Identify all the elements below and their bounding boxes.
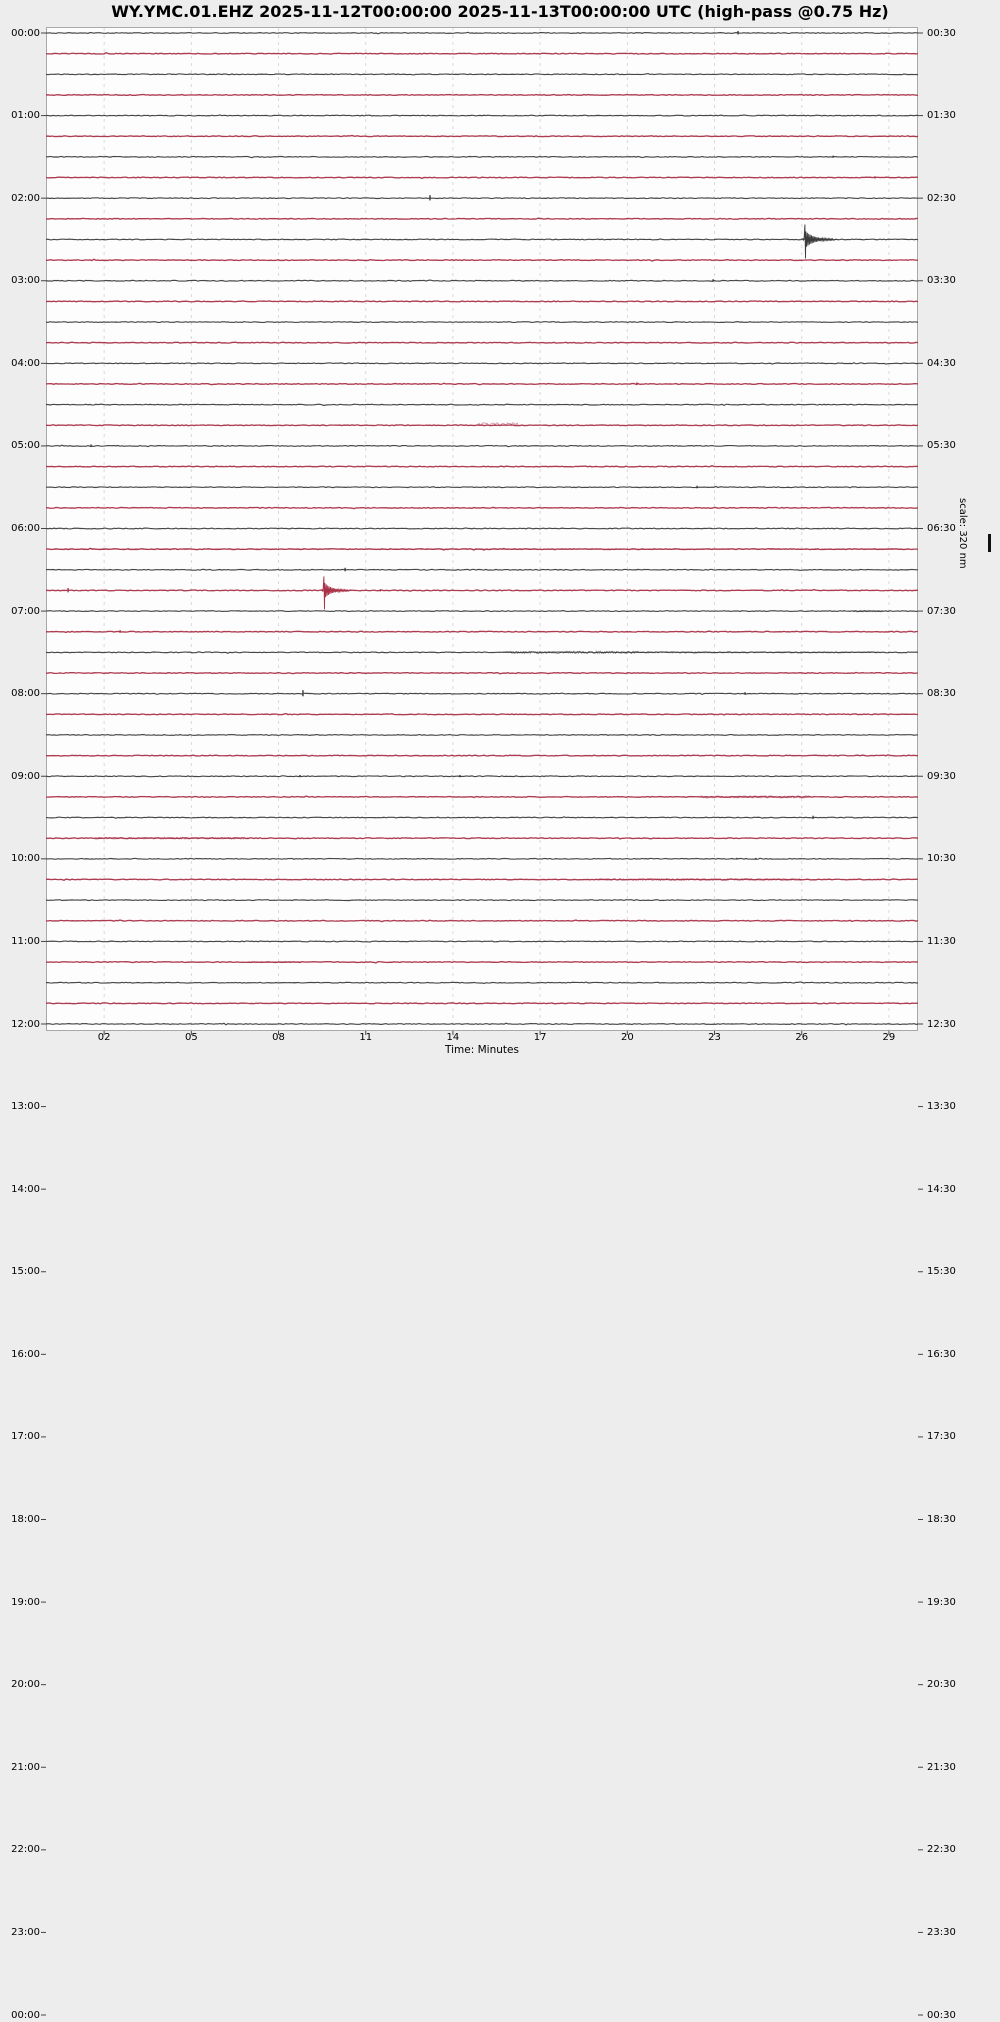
trace-row xyxy=(46,569,918,570)
trace-row xyxy=(46,858,918,859)
scale-label: scale: 320 nm xyxy=(957,498,968,569)
row-end-time-label: 13:30 xyxy=(927,1101,956,1113)
row-end-time-label: 19:30 xyxy=(927,1596,956,1608)
trace-row xyxy=(46,156,918,157)
row-end-time-label: 14:30 xyxy=(927,1183,956,1195)
trace-row xyxy=(46,218,918,219)
trace-row xyxy=(46,1023,918,1025)
trace-row xyxy=(46,177,918,178)
trace-row xyxy=(46,590,918,592)
row-end-time-label: 11:30 xyxy=(927,935,956,947)
row-start-time-label: 17:00 xyxy=(11,1431,40,1443)
row-start-time-label: 13:00 xyxy=(11,1101,40,1113)
row-end-time-label: 06:30 xyxy=(927,523,956,534)
x-tick-label: 11 xyxy=(359,1032,373,1043)
x-tick-label: 08 xyxy=(272,1032,285,1043)
trace-row xyxy=(46,693,918,694)
row-start-time-label: 20:00 xyxy=(11,1679,40,1691)
trace-row xyxy=(46,425,918,426)
row-end-time-label: 18:30 xyxy=(927,1514,956,1525)
row-end-time-label: 00:30 xyxy=(927,2009,956,2021)
row-end-time-label: 10:30 xyxy=(927,853,956,865)
trace-row xyxy=(46,322,918,323)
row-end-time-label: 07:30 xyxy=(927,605,956,617)
event-quake xyxy=(321,576,351,609)
row-end-time-label: 01:30 xyxy=(927,110,956,122)
trace-row xyxy=(46,32,918,33)
trace-row xyxy=(46,817,918,818)
chart-title: WY.YMC.01.EHZ 2025-11-12T00:00:00 2025-11-13T00:00:00 UTC (high-pass @0.75 Hz) xyxy=(111,2,889,21)
row-start-time-label: 05:00 xyxy=(11,440,40,452)
row-start-time-label: 11:00 xyxy=(11,935,40,947)
trace-row xyxy=(46,672,918,673)
x-tick-label: 26 xyxy=(795,1032,809,1043)
row-start-time-label: 02:00 xyxy=(11,192,40,204)
x-axis-title: Time: Minutes xyxy=(445,1044,519,1056)
trace-row xyxy=(46,404,918,405)
row-start-time-label: 16:00 xyxy=(11,1348,40,1360)
row-start-time-label: 12:00 xyxy=(11,1018,40,1030)
trace-row xyxy=(46,259,918,261)
x-tick-label: 20 xyxy=(620,1032,634,1043)
row-end-time-label: 08:30 xyxy=(927,688,956,700)
row-start-time-label: 07:00 xyxy=(11,605,40,617)
trace-row xyxy=(46,1003,918,1004)
row-end-time-label: 23:30 xyxy=(927,1926,956,1938)
trace-row xyxy=(46,74,918,75)
row-end-time-label: 03:30 xyxy=(927,275,956,287)
row-end-time-label: 15:30 xyxy=(927,1266,956,1278)
row-end-time-label: 20:30 xyxy=(927,1679,956,1691)
event-tremor xyxy=(505,651,638,653)
row-end-time-label: 04:30 xyxy=(927,357,956,369)
row-start-time-label: 18:00 xyxy=(11,1514,40,1525)
row-start-time-label: 04:00 xyxy=(11,357,40,369)
row-start-time-label: 10:00 xyxy=(11,853,40,865)
trace-row xyxy=(46,135,918,136)
row-end-time-label: 09:30 xyxy=(927,770,956,782)
trace-row xyxy=(46,528,918,529)
row-end-time-label: 22:30 xyxy=(927,1844,956,1856)
trace-row xyxy=(46,280,918,281)
trace-row xyxy=(46,198,918,199)
row-start-time-label: 14:00 xyxy=(11,1183,40,1195)
x-tick-label: 05 xyxy=(184,1032,198,1043)
trace-row xyxy=(46,115,918,116)
row-start-time-label: 00:00 xyxy=(11,27,40,39)
trace-row xyxy=(46,714,918,715)
row-end-time-label: 21:30 xyxy=(927,1761,956,1773)
trace-row xyxy=(46,941,918,942)
row-end-time-label: 16:30 xyxy=(927,1348,956,1360)
row-start-time-label: 08:00 xyxy=(11,688,40,700)
trace-row xyxy=(46,95,918,96)
trace-row xyxy=(46,466,918,467)
row-start-time-label: 19:00 xyxy=(11,1596,40,1608)
row-start-time-label: 23:00 xyxy=(11,1926,40,1938)
trace-row xyxy=(46,53,918,54)
trace-row xyxy=(46,920,918,922)
trace-row xyxy=(46,611,918,612)
trace-row xyxy=(46,982,918,984)
trace-row xyxy=(46,445,918,446)
row-start-time-label: 01:00 xyxy=(11,110,40,122)
trace-row xyxy=(46,735,918,736)
row-end-time-label: 02:30 xyxy=(927,192,956,204)
x-tick-label: 17 xyxy=(533,1032,547,1043)
row-start-time-label: 03:00 xyxy=(11,275,40,287)
scale-bar xyxy=(988,534,991,552)
trace-row xyxy=(46,776,918,777)
trace-row xyxy=(46,486,918,487)
x-tick-label: 02 xyxy=(97,1032,111,1043)
row-start-time-label: 00:00 xyxy=(11,2009,40,2021)
row-start-time-label: 09:00 xyxy=(11,770,40,782)
row-end-time-label: 17:30 xyxy=(927,1431,956,1443)
trace-row xyxy=(46,900,918,901)
row-start-time-label: 15:00 xyxy=(11,1266,40,1278)
trace-row xyxy=(46,631,918,632)
x-tick-label: 29 xyxy=(882,1032,896,1043)
trace-row xyxy=(46,383,918,385)
trace-row xyxy=(46,239,918,240)
trace-row xyxy=(46,962,918,963)
x-tick-label: 14 xyxy=(446,1032,460,1043)
row-start-time-label: 21:00 xyxy=(11,1761,40,1773)
trace-row xyxy=(46,755,918,756)
trace-row xyxy=(46,363,918,364)
row-start-time-label: 22:00 xyxy=(11,1844,40,1856)
trace-row xyxy=(46,507,918,508)
x-tick-label: 23 xyxy=(708,1032,721,1043)
event-quake xyxy=(802,225,837,259)
trace-row xyxy=(46,838,918,839)
row-end-time-label: 12:30 xyxy=(927,1018,956,1030)
trace-row xyxy=(46,301,918,302)
row-end-time-label: 05:30 xyxy=(927,440,956,452)
row-end-time-label: 00:30 xyxy=(927,27,956,39)
trace-row xyxy=(46,342,918,343)
row-start-time-label: 06:00 xyxy=(11,523,40,534)
